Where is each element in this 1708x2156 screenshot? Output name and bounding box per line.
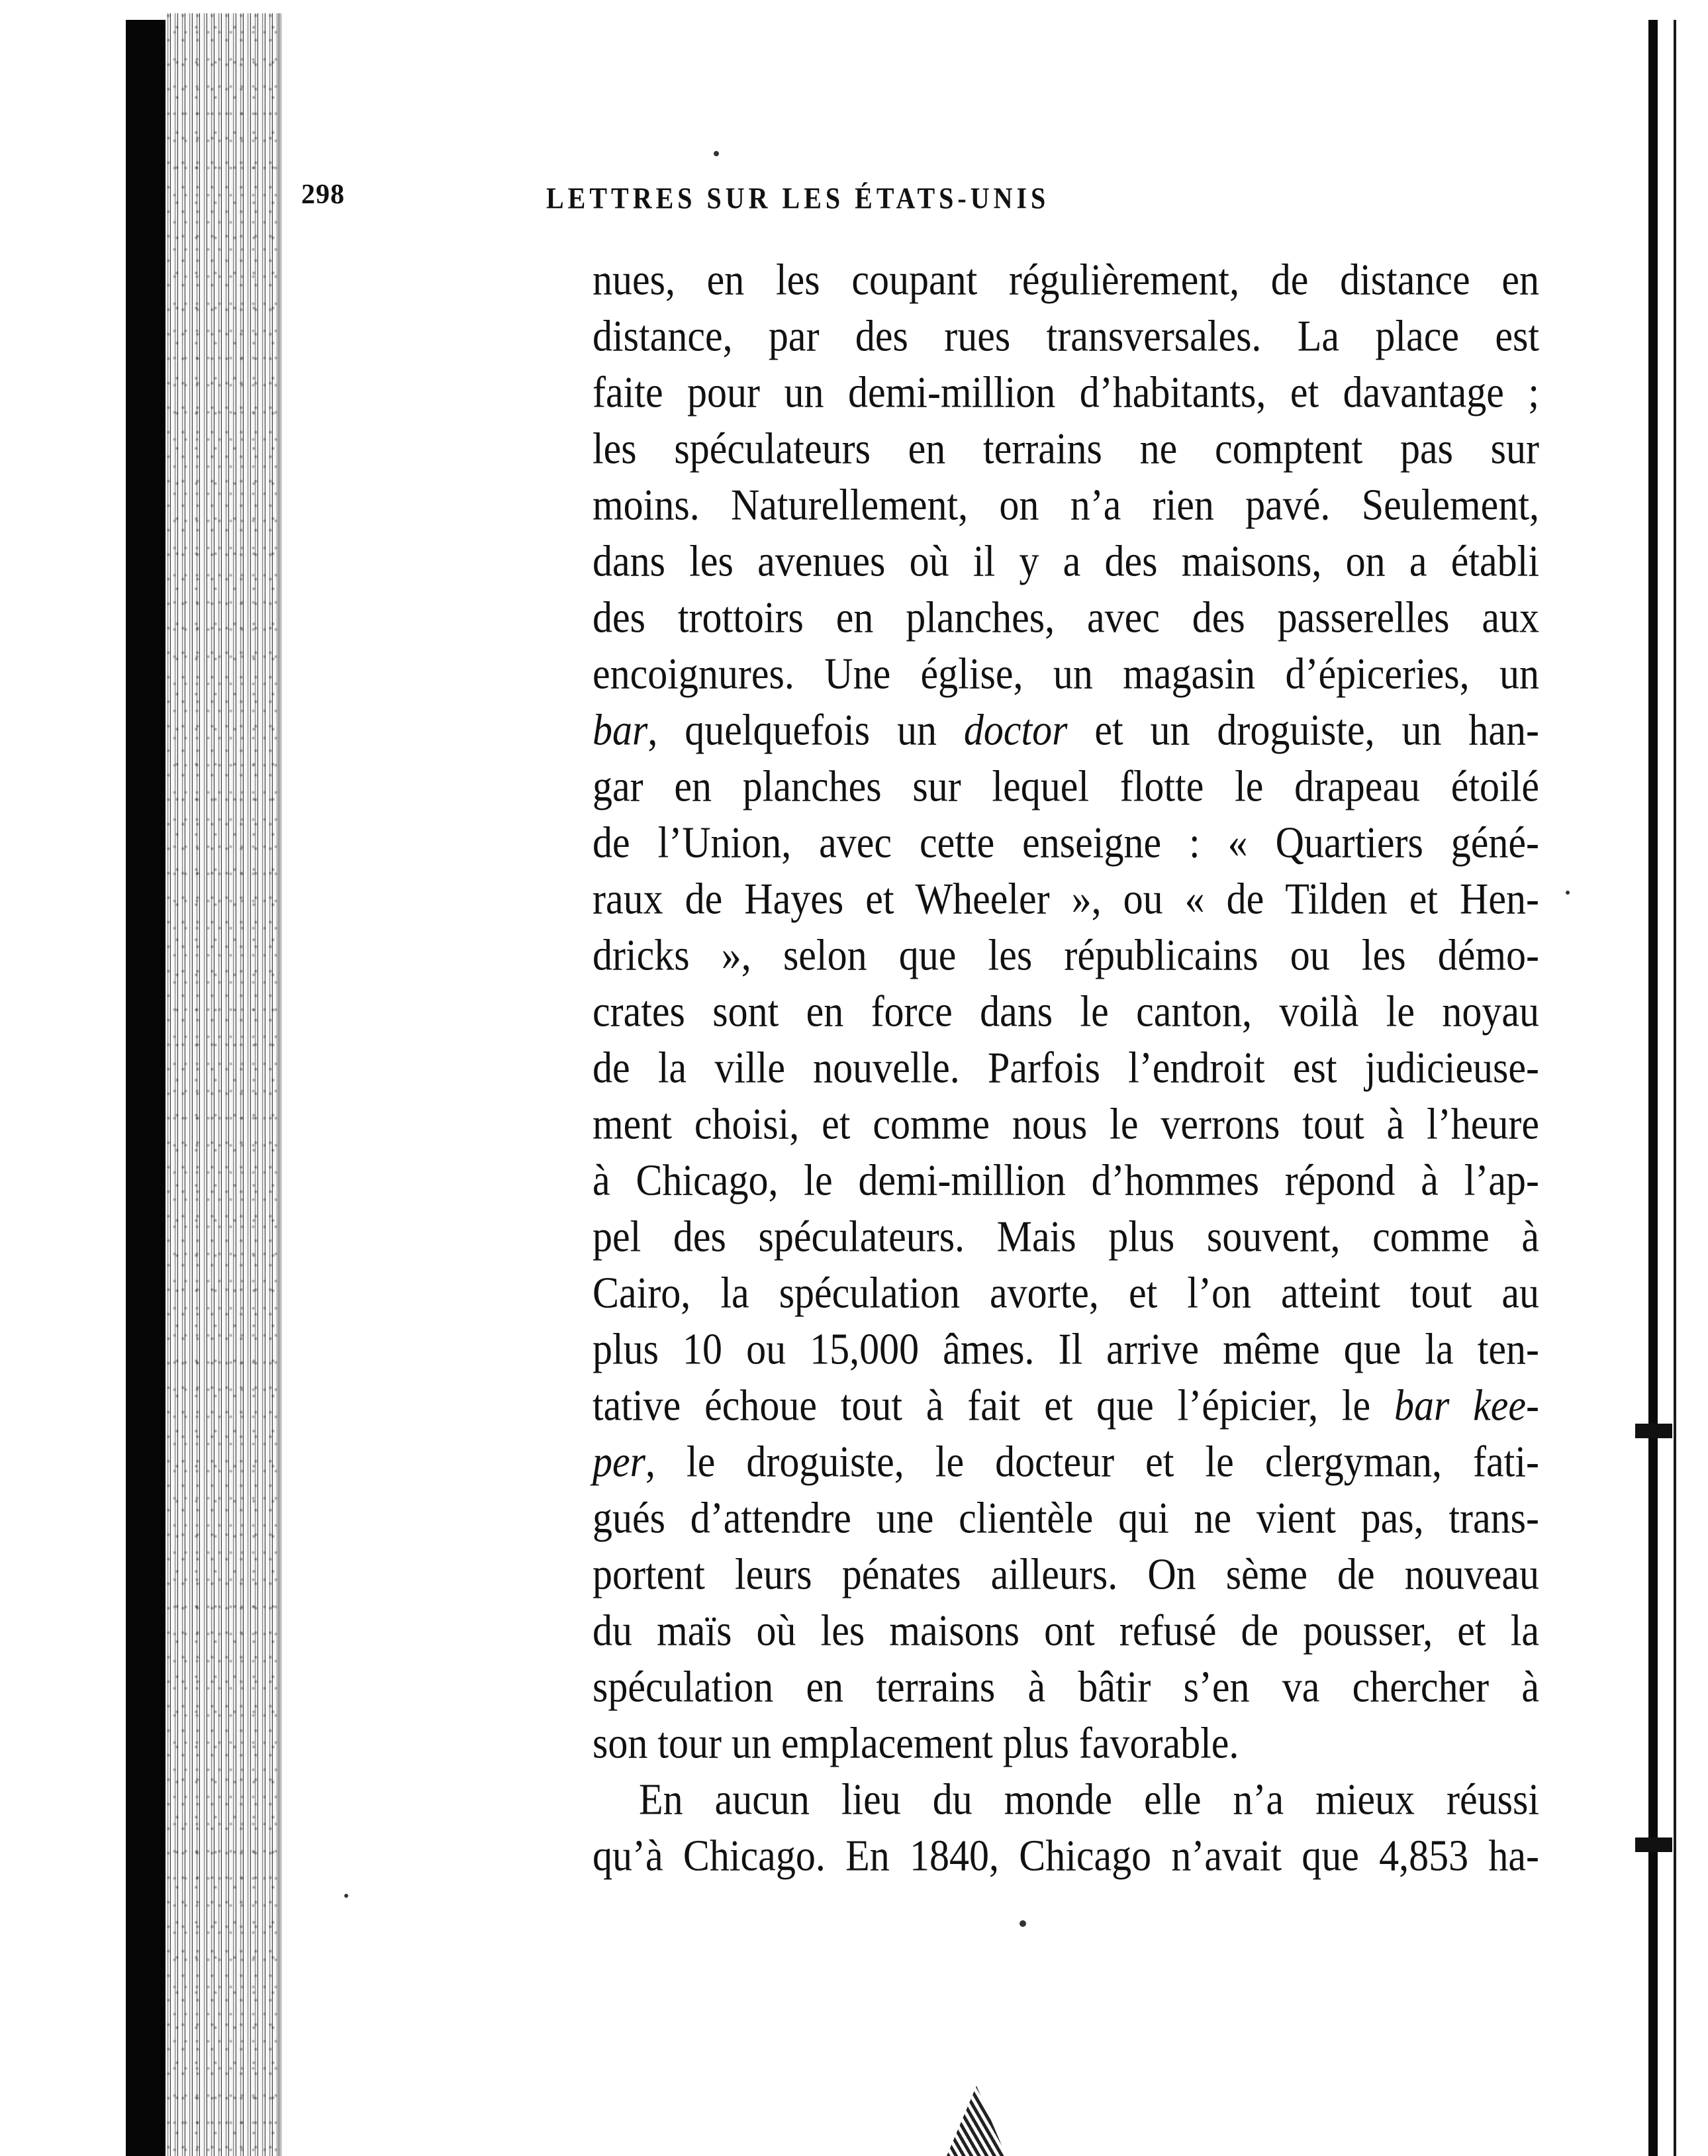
text-line: Cairo, la spéculation avorte, et l’on atteint tout au bbox=[593, 1267, 1539, 1317]
paper-speck bbox=[1020, 1920, 1026, 1927]
text-line: de la ville nouvelle. Parfois l’endroit est judicieuse- bbox=[593, 1042, 1539, 1092]
text-run: , le droguiste, le docteur et le clergyman, fati- bbox=[645, 1436, 1539, 1486]
text-line: dans les avenues où il y a des maisons, on a établi bbox=[593, 536, 1539, 585]
page-edges bbox=[166, 13, 278, 2156]
italic-word: bar kee- bbox=[1394, 1380, 1539, 1430]
scan-right-margin bbox=[1655, 0, 1708, 2156]
text-line: spéculation en terrains à bâtir s’en va chercher à bbox=[593, 1661, 1539, 1711]
text-line: dricks », selon que les républicains ou les démo- bbox=[593, 930, 1539, 979]
scan-right-border bbox=[1674, 20, 1676, 2156]
text-line bbox=[593, 1374, 1539, 1437]
scan-left-margin bbox=[0, 0, 126, 2156]
text-line: gués d’attendre une clientèle qui ne vient pas, trans- bbox=[593, 1493, 1539, 1542]
text-line: son tour un emplacement plus favorable. bbox=[593, 1718, 1239, 1767]
book-binding bbox=[126, 20, 166, 2156]
italic-word: per bbox=[593, 1436, 645, 1486]
text-line: raux de Hayes et Wheeler », ou « de Tilden et Hen- bbox=[593, 873, 1539, 923]
running-head bbox=[301, 179, 1354, 225]
text-line: de l’Union, avec cette enseigne : « Quartiers géné- bbox=[593, 817, 1539, 867]
text-line bbox=[593, 699, 1539, 761]
text-line: En aucun lieu du monde elle n’a mieux réussi bbox=[639, 1774, 1539, 1824]
text-run: , quelquefois un bbox=[647, 705, 964, 754]
scan-artifact bbox=[947, 2086, 1006, 2156]
paper-speck bbox=[714, 151, 719, 156]
text-line: qu’à Chicago. En 1840, Chicago n’avait que 4,853 ha- bbox=[593, 1830, 1539, 1880]
text-line bbox=[593, 1430, 1539, 1493]
text-line: distance, par des rues transversales. La place est bbox=[593, 311, 1539, 360]
page-gutter-shadow bbox=[278, 13, 282, 2156]
italic-word: bar bbox=[593, 705, 648, 754]
text-line: ment choisi, et comme nous le verrons tout à l’heure bbox=[593, 1099, 1539, 1148]
text-line: crates sont en force dans le canton, voilà le noyau bbox=[593, 986, 1539, 1036]
text-line: du maïs où les maisons ont refusé de pousser, et la bbox=[593, 1605, 1539, 1655]
scan-right-edge bbox=[1648, 20, 1658, 2156]
text-line: à Chicago, le demi-million d’hommes répond à l’ap- bbox=[593, 1155, 1539, 1204]
text-run: tative échoue tout à fait et que l’épicier, le bbox=[593, 1380, 1394, 1430]
text-line: faite pour un demi-million d’habitants, et davantage ; bbox=[593, 367, 1539, 416]
text-line: gar en planches sur lequel flotte le drapeau étoilé bbox=[593, 761, 1539, 810]
italic-word: doctor bbox=[963, 705, 1068, 754]
paper-speck bbox=[1566, 891, 1570, 895]
text-line: pel des spéculateurs. Mais plus souvent, comme à bbox=[593, 1211, 1539, 1261]
text-line: portent leurs pénates ailleurs. On sème de nouveau bbox=[593, 1549, 1539, 1598]
edge-tab-marker bbox=[1635, 1424, 1672, 1438]
paper-speck bbox=[344, 1894, 348, 1898]
text-run: et un droguiste, un han- bbox=[1067, 705, 1539, 754]
edge-tab-marker bbox=[1635, 1838, 1672, 1852]
running-title: LETTRES SUR LES ÉTATS-UNIS bbox=[546, 181, 1050, 215]
text-line: encoignures. Une église, un magasin d’épiceries, un bbox=[593, 648, 1539, 698]
text-line: plus 10 ou 15,000 âmes. Il arrive même que la ten- bbox=[593, 1324, 1539, 1373]
body-text bbox=[593, 252, 1539, 1884]
page-number: 298 bbox=[301, 179, 345, 210]
text-line: nues, en les coupant régulièrement, de distance en bbox=[593, 254, 1539, 304]
text-line: des trottoirs en planches, avec des passerelles aux bbox=[593, 592, 1539, 642]
text-line: moins. Naturellement, on n’a rien pavé. Seulement, bbox=[593, 479, 1539, 529]
text-line: les spéculateurs en terrains ne comptent pas sur bbox=[593, 423, 1539, 473]
